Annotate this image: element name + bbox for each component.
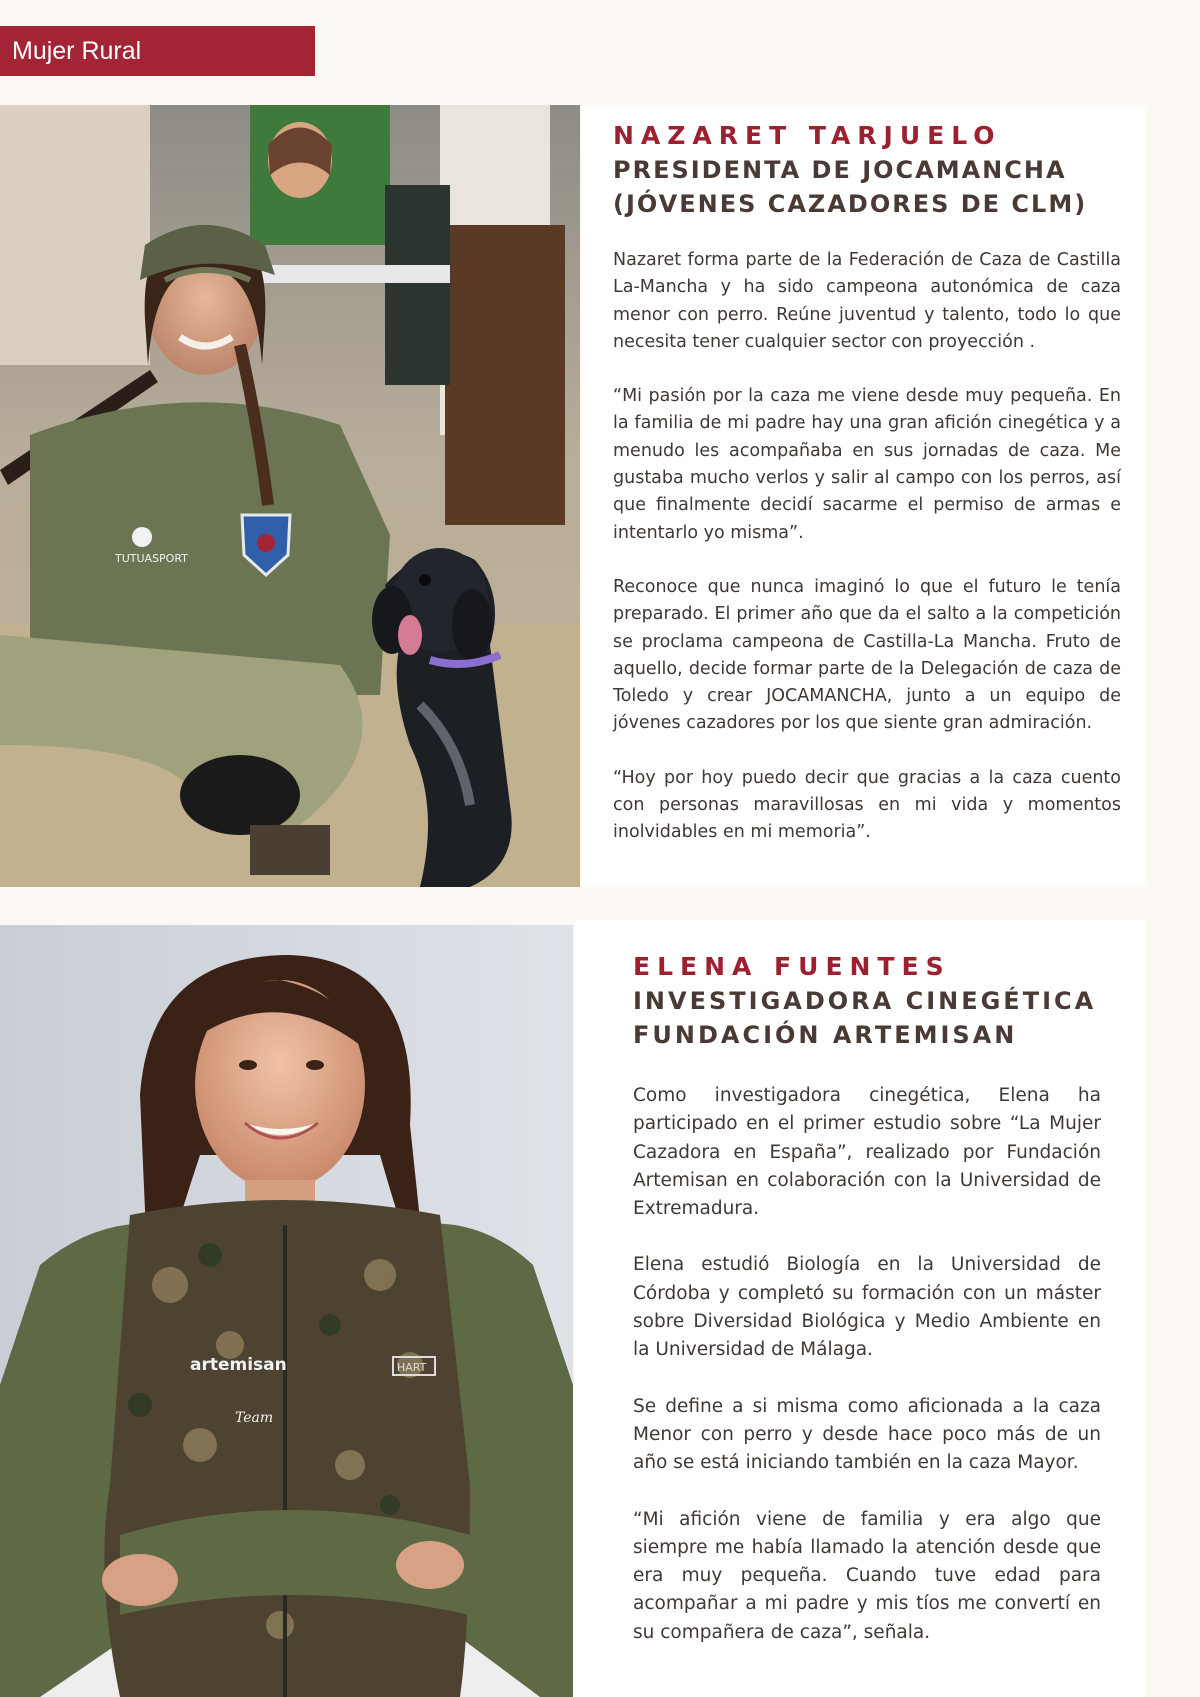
profile-role-line: FUNDACIÓN ARTEMISAN (633, 1021, 1018, 1049)
bio-paragraph: Se define a si misma como aficionada a la caza Menor con perro y desde hace poco más de un año se está iniciando también en la caza Mayor. (633, 1395, 1101, 1474)
bio-paragraph: Elena estudió Biología en la Universidad de Córdoba y completó su formación con un máster sobre Diversidad Biológica y Medio Ambiente en la Universidad de Málaga. (633, 1254, 1101, 1361)
profile-name: ELENA FUENTES (633, 952, 951, 981)
profile-name: NAZARET TARJUELO (613, 121, 1002, 150)
vest-logo-text: artemisan (190, 1355, 287, 1375)
vest-brand-text: HART (397, 1361, 427, 1374)
profile-role-line: PRESIDENTA DE JOCAMANCHA (613, 156, 1067, 184)
profile-card-nazaret (582, 105, 1145, 887)
bio-paragraph: “Mi pasión por la caza me viene desde muy pequeña. En la familia de mi padre hay una gran afición cinegética y a menudo les acompañaba en sus jornadas de caza. Me gustaba mucho verlos y salir al campo con los perros, así que finalmente decidí sacarme el permiso de armas e intentarlo yo misma”. (613, 386, 1121, 543)
bio-paragraph: “Mi afición viene de familia y era algo que siempre me había llamado la atención desde que era muy pequeña. Cuando tuve edad para acompañar a mi padre y mis tíos me convertí en su compañera de caza”, señala. (633, 1508, 1101, 1643)
profile-role-line: INVESTIGADORA CINEGÉTICA (633, 987, 1097, 1015)
bio-paragraph: Reconoce que nunca imaginó lo que el futuro le tenía preparado. El primer año que da el salto a la competición se proclama campeona de Castilla-La Mancha. Fruto de aquello, decide formar parte de la Delegación de caza de Toledo y crear JOCAMANCHA, junto a un equipo de jóvenes cazadores por los que siente gran admiración. (613, 576, 1121, 734)
vest-patch-text: Team (235, 1410, 274, 1426)
section-tag: Mujer Rural (0, 26, 315, 76)
shirt-logo-text: TUTUASPORT (115, 552, 188, 565)
bio-paragraph: Como investigadora cinegética, Elena ha participado en el primer estudio sobre “La Mujer Cazadora en España”, realizado por Fundación Artemisan en colaboración con la Universidad de Extremadura. (633, 1085, 1101, 1220)
photo-nazaret-with-dog (0, 105, 580, 887)
profile-role-line: (JÓVENES CAZADORES DE CLM) (613, 190, 1088, 218)
photo-elena-portrait (0, 925, 573, 1697)
bio-paragraph: “Hoy por hoy puedo decir que gracias a la caza cuento con personas maravillosas en mi vida y momentos inolvidables en mi memoria”. (613, 767, 1121, 843)
bio-paragraph: Nazaret forma parte de la Federación de Caza de Castilla La-Mancha y ha sido campeona autonómica de caza menor con perro. Reúne juventud y talento, todo lo que necesita tener cualquier sector con proyección . (613, 250, 1121, 352)
profile-card-elena (575, 920, 1145, 1697)
